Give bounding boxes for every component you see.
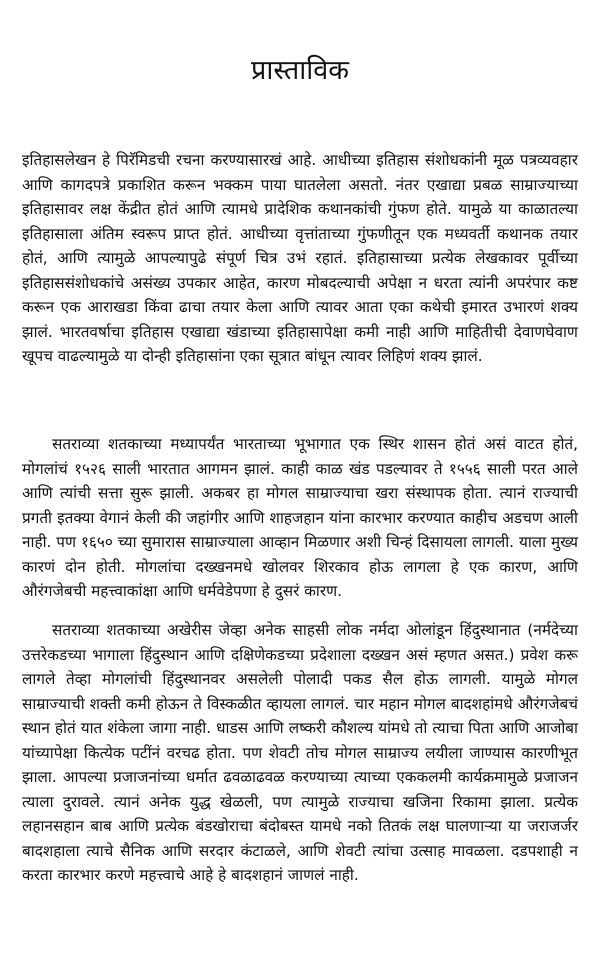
- paragraph-2: सतराव्या शतकाच्या मध्यापर्यंत भारताच्या भूभागात एक स्थिर शासन होतं असं वाटत होतं, मोगलांचं १५२६ साली भारतात आगमन झालं. काही काळ खंड पडल्यावर ते १५५६ साली परत आले आणि त्यांची सत्ता सुरू झाली. अकबर हा मोगल साम्राज्याचा खरा संस्थापक होता. त्यानं राज्याची प्रगती इतक्या वेगानं केली की जहांगीर आणि शाहजहान यांना कारभार करण्यात काहीच अडचण आली नाही. पण १६५० च्या सुमारास साम्राज्याला आव्हान मिळणार अशी चिन्हं दिसायला लागली. याला मुख्य कारणं दोन होती. मोगलांचा दख्खनमधे खोलवर शिरकाव होऊ लागला हे एक कारण, आणि औरंगजेबची महत्त्वाकांक्षा आणि धर्मवेडेपणा हे दुसरं कारण.: [22, 435, 578, 600]
- page-title: प्रास्ताविक: [251, 55, 349, 86]
- paragraph-3: सतराव्या शतकाच्या अखेरीस जेव्हा अनेक साहसी लोक नर्मदा ओलांडून हिंदुस्थानात (नर्मदेच्या उत्तरेकडच्या भागाला हिंदुस्थान आणि दक्षिणेकडच्या प्रदेशाला दख्खन असं म्हणत असत.) प्रवेश करू लागले तेव्हा मोगलांची हिंदुस्थानवर असलेली पोलादी पकड सैल होऊ लागली. यामुळे मोगल साम्राज्याची शक्ती कमी होऊन ते विस्कळीत व्हायला लागलं. चार महान मोगल बादशहांमधे औरंगजेबचं स्थान होतं यात शंकेला जागा नाही. धाडस आणि लष्करी कौशल्य यांमधे तो त्याचा पिता आणि आजोबा यांच्यापेक्षा कित्येक पटींनं वरचढ होता. पण शेवटी तोच मोगल साम्राज्य लयीला जाण्यास कारणीभूत झाला. आपल्या प्रजाजनांच्या धर्मात ढवळाढवळ करण्याच्या त्याच्या एककलमी कार्यक्रमामुळे प्रजाजन त्याला दुरावले. त्यानं अनेक युद्ध खेळली, पण त्यामुळे राज्याचा खजिना रिकामा झाला. प्रत्येक लहानसहान बाब आणि प्रत्येक बंडखोराचा बंदोबस्त यामधे नको तितकं लक्ष घालणाऱ्या या जराजर्जर बादशहाला त्याचे सैनिक आणि सरदार कंटाळले, आणि शेवटी त्यांचा उत्साह मावळला. दडपशाही न करता कारभार करणे महत्त्वाचे आहे हे बादशहानं जाणलं नाही.: [22, 621, 578, 884]
- paragraph-1: इतिहासलेखन हे पिरॅमिडची रचना करण्यासारखं आहे. आधीच्या इतिहास संशोधकांनी मूळ पत्रव्यवहार आणि कागदपत्रे प्रकाशित करून भक्कम पाया घातलेला असतो. नंतर एखाद्या प्रबळ साम्राज्याच्या इतिहासावर लक्ष केंद्रीत होतं आणि त्यामधे प्रादेशिक कथानकांची गुंफण होते. यामुळे या काळातल्या इतिहासाला अंतिम स्वरूप प्राप्त होतं. आधीच्या वृत्तांताच्या गुंफणीतून एक मध्यवर्ती कथानक तयार होतं, आणि त्यामुळे आपल्यापुढे संपूर्ण चित्र उभं रहातं. इतिहासाच्या प्रत्येक लेखकावर पूर्वीच्या इतिहाससंशोधकांचे असंख्य उपकार आहेत, कारण मोबदल्याची अपेक्षा न धरता त्यांनी अपरंपार कष्ट करून एक आराखडा किंवा ढाचा तयार केला आणि त्यावर आता एका कथेची इमारत उभारणं शक्य झालं. भारतवर्षाचा इतिहास एखाद्या खंडाच्या इतिहासापेक्षा कमी नाही आणि माहितीची देवाणघेवाण खूपच वाढल्यामुळे या दोन्ही इतिहासांना एका सूत्रात बांधून त्यावर लिहिणं शक्य झालं.: [22, 151, 578, 365]
